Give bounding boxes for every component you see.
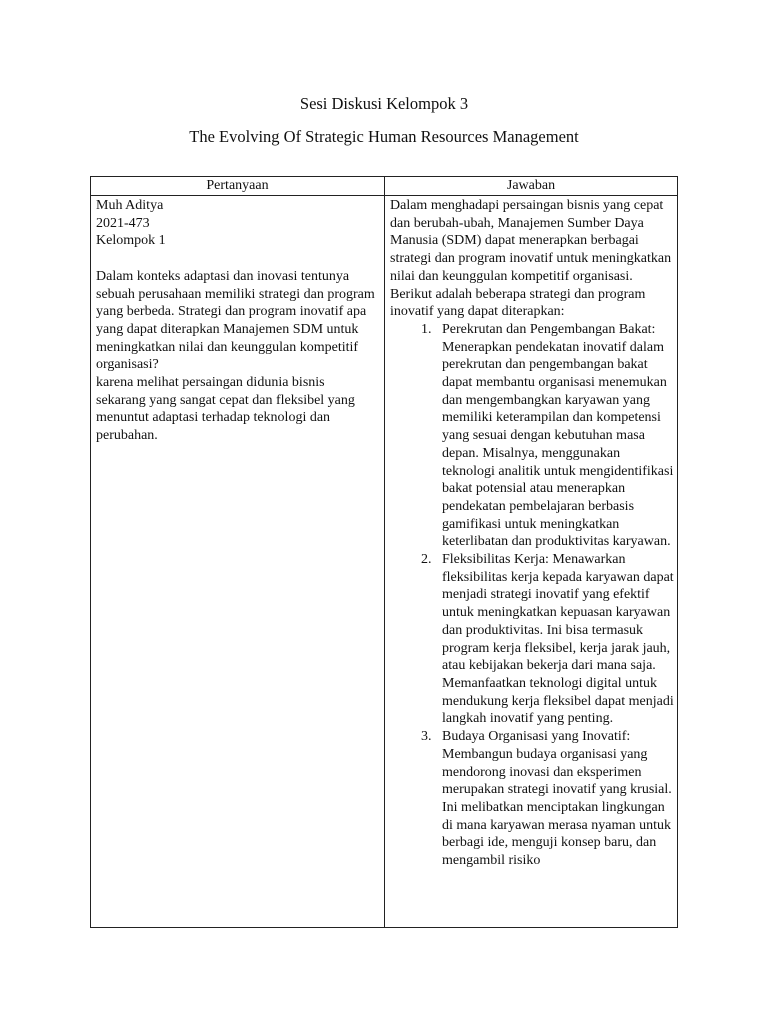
question-column-header: Pertanyaan <box>206 178 269 193</box>
question-cell <box>96 197 376 927</box>
discussion-table <box>90 176 678 928</box>
question-text: Dalam konteks adaptasi dan inovasi tentunya sebuah perusahaan memiliki strategi dan program yang berbeda. Strategi dan program inovatif apa yang dapat diterapkan Manajemen SDM untuk meningkatkan nilai dan keunggulan kompetitif organisasi? <box>96 268 375 373</box>
author-id: 2021-473 <box>96 215 150 231</box>
answer-list <box>390 321 674 870</box>
header-divider <box>91 195 677 196</box>
answer-list-item: 1. Perekrutan dan Pengembangan Bakat: Menerapkan pendekatan inovatif dalam perekrutan dan pengembangan bakat dapat membantu organisasi menemukan dan mengembangkan karyawan yang memiliki keterampilan dan kompetensi yang sesuai dengan kebutuhan masa depan. Misalnya, menggunakan teknologi analitik untuk mengidentifikasi bakat potensial atau menerapkan pendekatan pembelajaran berbasis gamifikasi untuk meningkatkan keterlibatan dan produktivitas karyawan. <box>435 321 674 551</box>
answer-intro: Dalam menghadapi persaingan bisnis yang cepat dan berubah-ubah, Manajemen Sumber Daya Manusia (SDM) dapat menerapkan berbagai strategi dan program inovatif untuk meningkatkan nilai dan keunggulan kompetitif organisasi. Berikut adalah beberapa strategi dan program inovatif yang dapat diterapkan: <box>390 198 672 320</box>
document-title: Sesi Diskusi Kelompok 3 <box>299 94 469 113</box>
answer-list-item: 2. Fleksibilitas Kerja: Menawarkan fleksibilitas kerja kepada karyawan dapat menjadi strategi inovatif yang efektif untuk meningkatkan kepuasan karyawan dan produktivitas. Ini bisa termasuk program kerja fleksibel, kerja jarak jauh, atau kebijakan bekerja dari mana saja. Memanfaatkan teknologi digital untuk mendukung kerja fleksibel dapat menjadi langkah inovatif yang penting. <box>435 551 674 728</box>
answer-cell <box>390 197 674 927</box>
answer-list-item: 3. Budaya Organisasi yang Inovatif: Membangun budaya organisasi yang mendorong inovasi dan eksperimen merupakan strategi inovatif yang krusial. Ini melibatkan menciptakan lingkungan di mana karyawan merasa nyaman untuk berbagi ide, menguji konsep baru, dan mengambil risiko <box>435 728 674 870</box>
answer-column-header: Jawaban <box>506 178 556 193</box>
author-name: Muh Aditya <box>96 198 164 213</box>
document-subtitle: The Evolving Of Strategic Human Resources Management <box>189 127 579 146</box>
question-context: karena melihat persaingan didunia bisnis sekarang yang sangat cepat dan fleksibel yang menuntut adaptasi terhadap teknologi dan perubahan. <box>96 375 355 444</box>
column-divider <box>384 177 385 927</box>
author-group: Kelompok 1 <box>96 233 166 249</box>
